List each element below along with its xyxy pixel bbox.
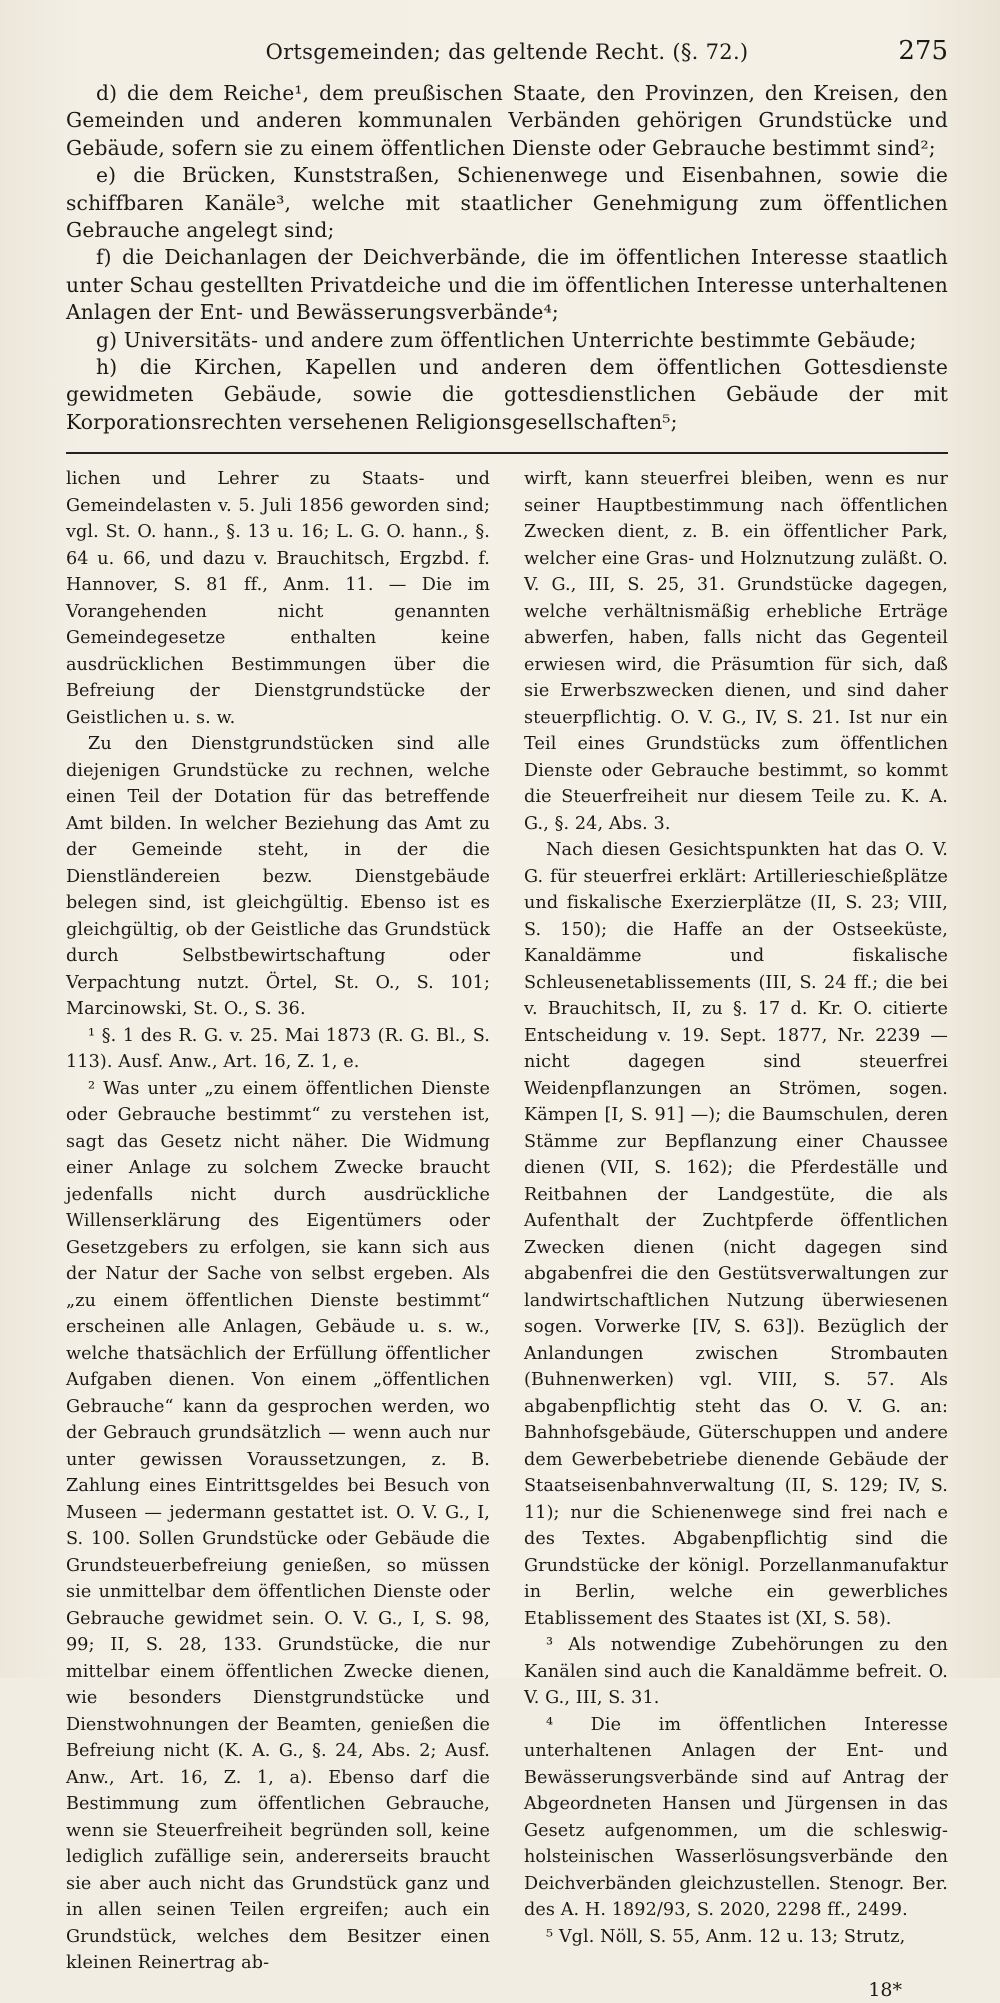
footnote-paragraph: wirft, kann steuerfrei bleiben, wenn es nur seiner Hauptbestimmung nach öffentlichen Zwecken dient, z. B. ein öffentlicher Park, welcher eine Gras- und Holznutzung zuläßt. O. V. G., III, S. 25, 31. Grundstücke dagegen, welche verhältnismäßig erhebliche Erträge abwerfen, haben, falls nicht das Gegenteil erwiesen wird, die Präsumtion für sich, daß sie Erwerbszwecken dienen, und sind daher steuerpflichtig. O. V. G., IV, S. 21. Ist nur ein Teil eines Grundstücks zum öffentlichen Dienste oder Gebrauche bestimmt, so kommt die Steuerfreiheit nur diesem Teile zu. K. A. G., §. 24, Abs. 3.: [524, 469, 948, 834]
footnote-divider: [66, 452, 948, 454]
running-head: Ortsgemeinden; das geltende Recht. (§. 72.): [265, 40, 749, 64]
footnote-paragraph: ³ Als notwendige Zubehörungen zu den Kanälen sind auch die Kanaldämme befreit. O. V. G., III, S. 31.: [524, 1635, 948, 1709]
footnote-paragraph: Nach diesen Gesichtspunkten hat das O. V. G. für steuerfrei erklärt: Artillerieschießplätze und fiskalische Exerzierplätze (II, S. 23; VIII, S. 150); die Haffe an der Ostseeküste, Kanaldämme und fiskalische Schleusenetablissements (III, S. 24 ff.; die bei v. Brauchitsch, II, zu §. 17 d. Kr. O. citierte Entscheidung v. 19. Sept. 1877, Nr. 2239 — nicht dagegen sind steuerfrei Weidenpflanzungen an Strömen, sogen. Kämpen [I, S. 91] —); die Baumschulen, deren Stämme zur Bepflanzung einer Chaussee dienen (VII, S. 162); die Pferdeställe und Reitbahnen der Landgestüte, die als Aufenthalt der Zuchtpferde öffentlichen Zwecken dienen (nicht dagegen sind abgabenfrei die den Gestütsverwaltungen zur landwirtschaftlichen Nutzung überwiesenen sogen. Vorwerke [IV, S. 63]). Bezüglich der Anlandungen zwischen Strombauten (Buhnenwerken) vgl. VIII, S. 57. Als abgabenpflichtig steht das O. V. G. an: Bahnhofsgebäude, Güterschuppen und andere dem Gewerbebetriebe dienende Gebäude der Staatseisenbahnverwaltung (II, S. 129; IV, S. 11); nur die Schienenwege sind frei nach e des Textes. Abgabenpflichtig sind die Grundstücke der königl. Porzellanmanufaktur in Berlin, welche ein gewerbliches Etablissement des Staates ist (XI, S. 58).: [524, 840, 948, 1629]
paragraph-d: d) die dem Reiche¹, dem preußischen Staate, den Provinzen, den Kreisen, den Gemeinden und anderen kommunalen Verbänden gehörigen Grundstücke und Gebäude, sofern sie zu einem öffentlichen Dienste oder Gebrauche bestimmt sind²;: [66, 81, 948, 160]
page-number: 275: [898, 36, 948, 66]
footnote-column-left: [66, 466, 490, 1977]
paragraph-h: h) die Kirchen, Kapellen und anderen dem öffentlichen Gottesdienste gewidmeten Gebäude, sowie die gottesdienstlichen Gebäude der mit Korporationsrechten versehenen Religionsgesellschaften⁵;: [66, 355, 948, 434]
paragraph-g: g) Universitäts- und andere zum öffentlichen Unterrichte bestimmte Gebäude;: [96, 327, 917, 352]
footnote-paragraph: ⁵ Vgl. Nöll, S. 55, Anm. 12 u. 13; Strutz,: [546, 1926, 906, 1947]
footnote-paragraph: ² Was unter „zu einem öffentlichen Dienste oder Gebrauche bestimmt“ zu verstehen ist, sagt das Gesetz nicht näher. Die Widmung einer Anlage zu solchem Zwecke braucht jedenfalls nicht durch ausdrückliche Willenserklärung des Eigentümers oder Gesetzgebers zu erfolgen, sie kann sich aus der Natur der Sache von selbst ergeben. Als „zu einem öffentlichen Dienste bestimmt“ erscheinen alle Anlagen, Gebäude u. s. w., welche thatsächlich der Erfüllung öffentlicher Aufgaben dienen. Von einem „öffentlichen Gebrauche“ kann da gesprochen werden, wo der Gebrauch grundsätzlich — wenn auch nur unter gewissen Voraussetzungen, z. B. Zahlung eines Eintrittsgeldes bei Besuch von Museen — jedermann gestattet ist. O. V. G., I, S. 100. Sollen Grundstücke oder Gebäude die Grundsteuerbefreiung genießen, so müssen sie unmittelbar dem öffentlichen Dienste oder Gebrauche gewidmet sein. O. V. G., I, S. 98, 99; II, S. 28, 133. Grundstücke, die nur mittelbar einem öffentlichen Zwecke dienen, wie besonders Dienstgrundstücke und Dienstwohnungen der Beamten, genießen die Befreiung nicht (K. A. G., §. 24, Abs. 2; Ausf. Anw., Art. 16, Z. 1, a). Ebenso darf die Bestimmung zum öffentlichen Gebrauche, wenn sie Steuerfreiheit begründen soll, keine lediglich zufällige sein, andererseits braucht sie aber auch nicht das Grundstück ganz und in allen seinen Teilen ergreifen; auch ein Grundstück, welches dem Besitzer einen kleinen Reinertrag ab-: [66, 1078, 490, 1974]
paragraph-f: f) die Deichanlagen der Deichverbände, die im öffentlichen Interesse staatlich unter Schau gestellten Privatdeiche und die im öffentlichen Interesse unterhaltenen Anlagen der Ent- und Bewässerungsverbände⁴;: [66, 245, 948, 325]
footnote-column-right: [524, 466, 948, 1977]
footnote-paragraph: ¹ §. 1 des R. G. v. 25. Mai 1873 (R. G. Bl., S. 113). Ausf. Anw., Art. 16, Z. 1, e.: [66, 1025, 490, 1073]
paragraph-e: e) die Brücken, Kunststraßen, Schienenwege und Eisenbahnen, sowie die schiffbaren Kanäle³, welche mit staatlicher Genehmigung zum öffentlichen Gebrauche angelegt sind;: [66, 163, 948, 243]
page-header: [66, 36, 948, 80]
main-text: [66, 80, 948, 436]
footnote-columns: [66, 466, 948, 1977]
signature-mark: 18*: [868, 1978, 902, 2001]
footnote-paragraph: Zu den Dienstgrundstücken sind alle diejenigen Grundstücke zu rechnen, welche einen Teil der Dotation für das betreffende Amt bilden. In welcher Beziehung das Amt zu der Gemeinde steht, in der die Dienstländereien bezw. Dienstgebäude belegen sind, ist gleichgültig. Ebenso ist es gleichgültig, ob der Geistliche das Grundstück durch Selbstbewirtschaftung oder Verpachtung nutzt. Örtel, St. O., S. 101; Marcinowski, St. O., S. 36.: [66, 734, 490, 1020]
footnote-paragraph: ⁴ Die im öffentlichen Interesse unterhaltenen Anlagen der Ent- und Bewässerungsverbände sind auf Antrag der Abgeordneten Hansen und Jürgensen in das Gesetz aufgenommen, um die schleswig-holsteinischen Wasserlösungsverbände den Deichverbänden gleichzustellen. Stenogr. Ber. des A. H. 1892/93, S. 2020, 2298 ff., 2499.: [524, 1714, 948, 1921]
footnote-paragraph: lichen und Lehrer zu Staats- und Gemeindelasten v. 5. Juli 1856 geworden sind; vgl. St. O. hann., §. 13 u. 16; L. G. O. hann., §. 64 u. 66, und dazu v. Brauchitsch, Ergzbd. f. Hannover, S. 81 ff., Anm. 11. — Die im Vorangehenden nicht genannten Gemeindegesetze enthalten keine ausdrücklichen Bestimmungen über die Befreiung der Dienstgrundstücke der Geistlichen u. s. w.: [66, 469, 490, 728]
